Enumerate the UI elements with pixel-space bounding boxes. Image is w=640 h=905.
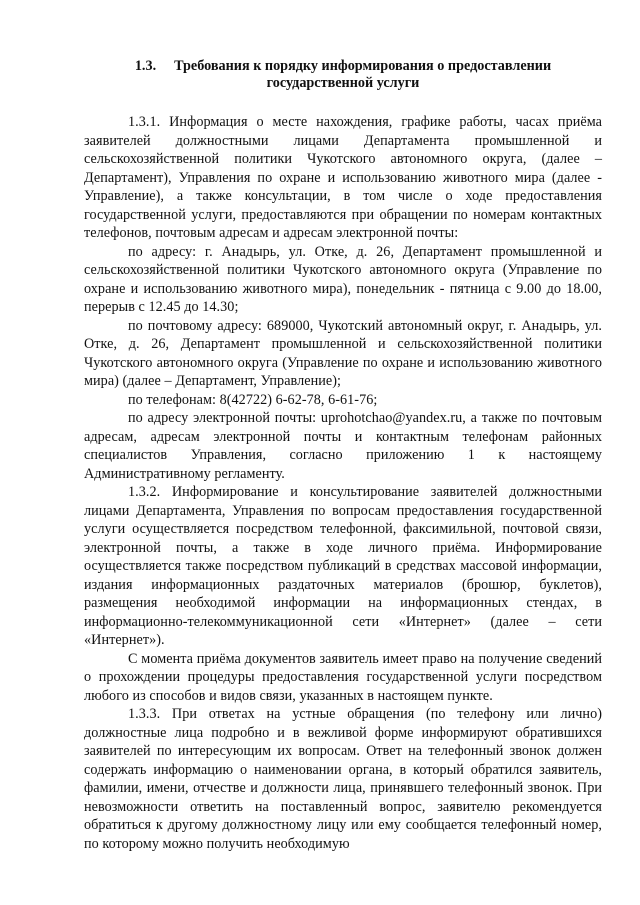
section-number: 1.3.: [134, 58, 157, 74]
paragraph-postal-address: по почтовому адресу: 689000, Чукотский автономный округ, г. Анадырь, ул. Отке, д. 26, Департамент промышленной и сельскохозяйственной политики Чукотского автономного округа (Управление по охране и использованию животного мира) (далее – Департамент, Управление);: [84, 317, 602, 389]
paragraph-1-3-2: 1.3.2. Информирование и консультирование заявителей должностными лицами Департамента, Управления по вопросам предоставления государственной услуги осуществляется посредством телефонной, факсимильной, почтовой связи, электронной почты, а также в ходе личного приёма. Информирование осуществляется также посредством публикаций в средствах массовой информации, издания информационных раздаточных материалов (брошюр, буклетов), размещения необходимой информации на информационных стендах, в информационно-телекоммуникационной сети «Интернет» (далее – сети «Интернет»).: [84, 484, 602, 648]
paragraph-phones: по телефонам: 8(42722) 6-62-78, 6-61-76;: [128, 391, 378, 408]
section-title: Требования к порядку информирования о предоставлении государственной услуги: [174, 58, 552, 91]
paragraph-address: по адресу: г. Анадырь, ул. Отке, д. 26, Департамент промышленной и сельскохозяйственной политики Чукотского автономного округа (Управление по охране и использованию животного мира), понедельник - пятница с 9.00 до 18.00, перерыв с 12.45 до 14.30;: [84, 243, 602, 315]
paragraph-1-3-1: 1.3.1. Информация о месте нахождения, графике работы, часах приёма заявителей должностными лицами Департамента промышленной и сельскохозяйственной политики Чукотского автономного округа, (далее – Департамент), Управления по охране и использованию животного мира (далее - Управление), а также консультации, в том числе о ходе предоставления государственной услуги, предоставляются при обращении по номерам контактных телефонов, почтовым адресам и адресам электронной почты:: [84, 114, 602, 241]
paragraph-documents-status: С момента приёма документов заявитель имеет право на получение сведений о прохождении процедуры предоставления государственной услуги посредством любого из способов и видов связи, указанных в настоящем пункте.: [84, 650, 602, 704]
section-heading: [84, 58, 602, 92]
document-page: [84, 58, 602, 853]
paragraph-email: по адресу электронной почты: uprohotchao@yandex.ru, а также по почтовым адресам, адресам электронной почты и контактным телефонам районных специалистов Управления, согласно приложению 1 к настоящему Административному регламенту.: [84, 410, 602, 482]
paragraph-1-3-3: 1.3.3. При ответах на устные обращения (по телефону или лично) должностные лица подробно и в вежливой форме информируют обратившихся заявителей по интересующим их вопросам. Ответ на телефонный звонок должен содержать информацию о наименовании органа, в который обратился заявитель, фамилии, имени, отчестве и должности лица, принявшего телефонный звонок. При невозможности ответить на поставленный вопрос, заявителю рекомендуется обратиться к другому должностному лицу или ему сообщается телефонный номер, по которому можно получить необходимую: [84, 706, 602, 852]
